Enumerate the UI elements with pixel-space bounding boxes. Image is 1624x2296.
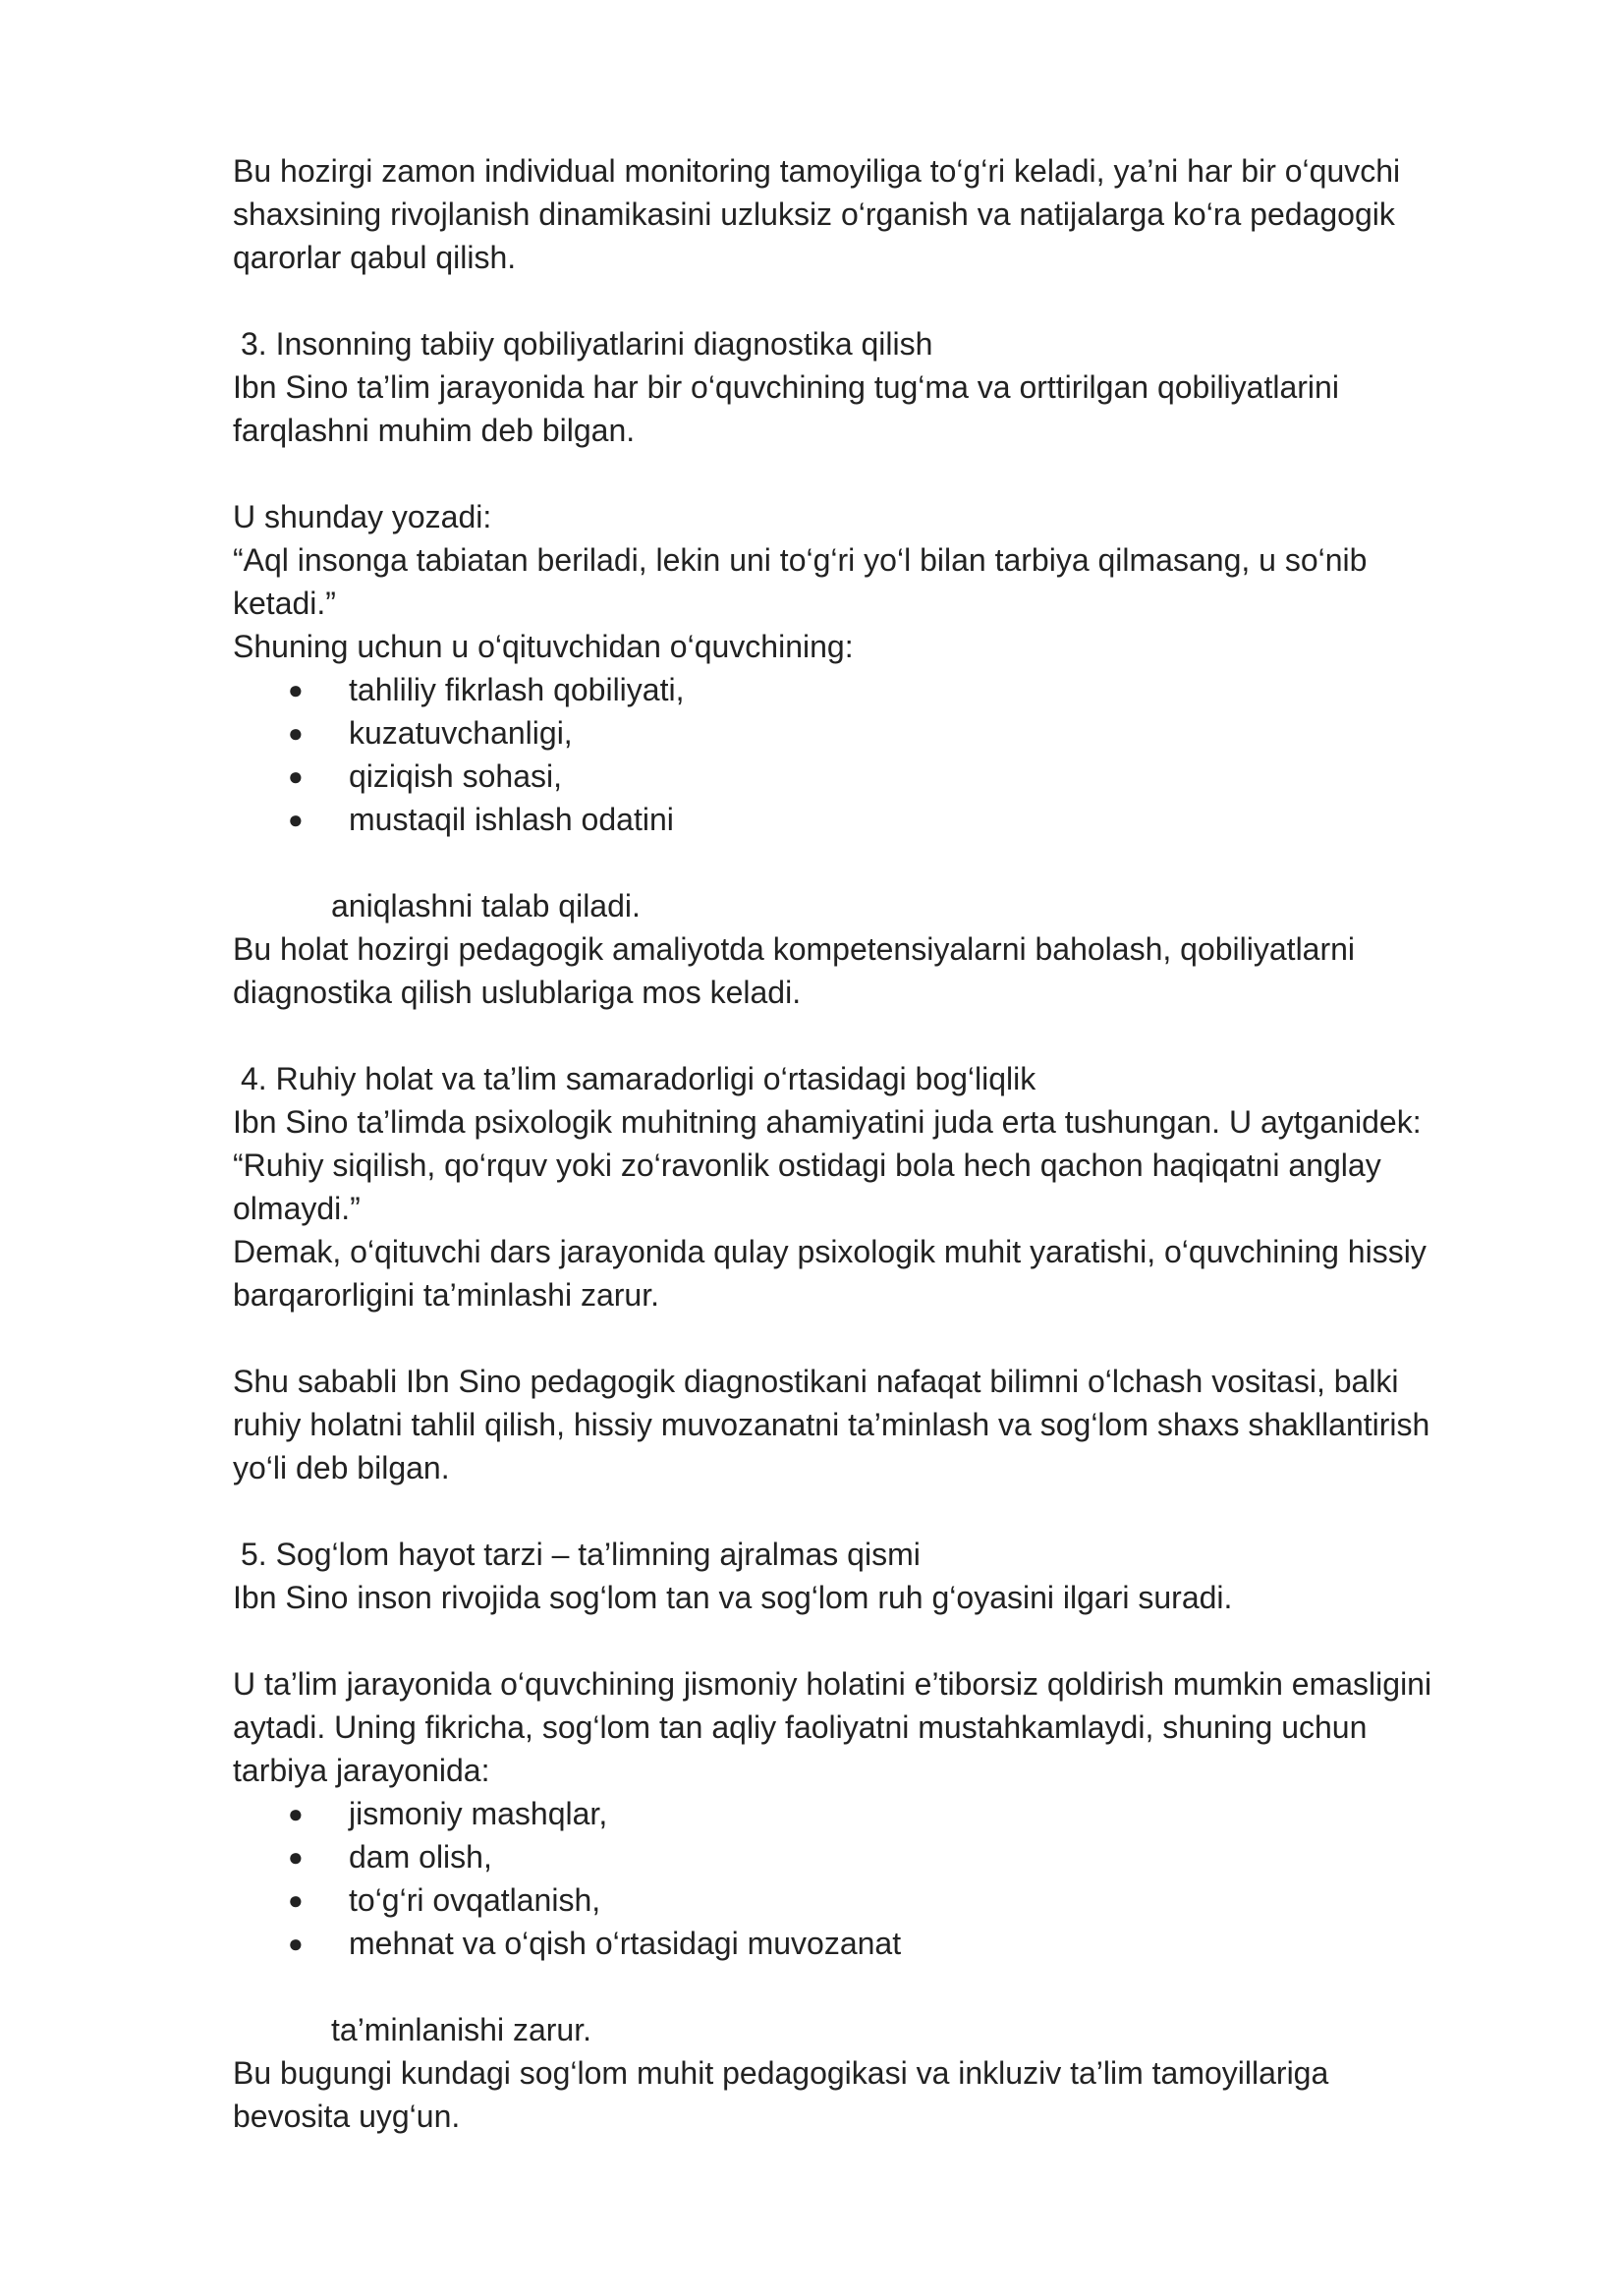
bullet-icon: ● <box>288 1842 304 1872</box>
section-3-heading: 3. Insonning tabiiy qobiliyatlarini diagnostika qilish <box>241 326 933 362</box>
spacer <box>233 279 1510 322</box>
list-item <box>233 798 1510 841</box>
text-line: Ibn Sino ta’limda psixologik muhitning ahamiyatini juda erta tushungan. U aytganidek: <box>233 1104 1422 1140</box>
section-5-paragraph-3 <box>233 2051 1510 2138</box>
list-item-text: jismoniy mashqlar, <box>349 1796 608 1831</box>
indented-continuation: ta’minlanishi zarur. <box>331 2012 591 2047</box>
list-item-text: kuzatuvchanligi, <box>349 715 573 751</box>
list-item <box>233 668 1510 711</box>
section-5-heading: 5. Sog‘lom hayot tarzi – ta’limning ajralmas qismi <box>241 1537 921 1572</box>
list-item <box>233 1792 1510 1835</box>
text-line: tarbiya jarayonida: <box>233 1753 490 1788</box>
section-4-heading: 4. Ruhiy holat va ta’lim samaradorligi o‘rtasidagi bog‘liqlik <box>241 1061 1036 1096</box>
list-item <box>233 1922 1510 1965</box>
text-line: Bu hozirgi zamon individual monitoring tamoyiliga to‘g‘ri keladi, ya’ni har bir o‘quvchi <box>233 153 1401 189</box>
text-line: Ibn Sino ta’lim jarayonida har bir o‘quvchining tug‘ma va orttirilgan qobiliyatlarini <box>233 369 1339 405</box>
bullet-icon: ● <box>288 761 304 791</box>
text-line: Bu holat hozirgi pedagogik amaliyotda kompetensiyalarni baholash, qobiliyatlarni <box>233 931 1356 967</box>
indented-continuation: aniqlashni talab qiladi. <box>331 888 641 924</box>
bullet-icon: ● <box>288 1799 304 1828</box>
text-line: olmaydi.” <box>233 1191 361 1226</box>
text-line: aytadi. Uning fikricha, sog‘lom tan aqliy faoliyatni mustahkamlaydi, shuning uchun <box>233 1709 1368 1745</box>
text-line: U ta’lim jarayonida o‘quvchining jismoniy holatini e’tiborsiz qoldirish mumkin emasligini <box>233 1666 1432 1702</box>
list-item <box>233 1835 1510 1878</box>
text-line: yo‘li deb bilgan. <box>233 1450 450 1485</box>
text-line: Ibn Sino inson rivojida sog‘lom tan va sog‘lom ruh g‘oyasini ilgari suradi. <box>233 1580 1233 1615</box>
bullet-icon: ● <box>288 805 304 834</box>
spacer <box>233 841 1510 884</box>
spacer <box>233 1316 1510 1360</box>
section-3-paragraph-3 <box>233 927 1510 1014</box>
list-item <box>233 711 1510 755</box>
list-item <box>233 1878 1510 1922</box>
text-line: Bu bugungi kundagi sog‘lom muhit pedagogikasi va inkluziv ta’lim tamoyillariga <box>233 2055 1329 2091</box>
text-line: farqlashni muhim deb bilgan. <box>233 413 636 448</box>
intro-paragraph <box>233 149 1510 279</box>
section-5-paragraph-1 <box>233 1576 1510 1619</box>
text-line: Shu sababli Ibn Sino pedagogik diagnostikani nafaqat bilimni o‘lchash vositasi, balki <box>233 1364 1399 1399</box>
list-item-text: to‘g‘ri ovqatlanish, <box>349 1882 601 1918</box>
text-line: “Ruhiy siqilish, qo‘rquv yoki zo‘ravonlik ostidagi bola hech qachon haqiqatni anglay <box>233 1148 1381 1183</box>
section-3-paragraph-1 <box>233 365 1510 452</box>
text-line: ketadi.” <box>233 586 336 621</box>
text-line: barqarorligini ta’minlashi zarur. <box>233 1277 659 1313</box>
section-5-bullet-list <box>233 1792 1510 1965</box>
section-3-paragraph-2 <box>233 495 1510 668</box>
text-line: bevosita uyg‘un. <box>233 2099 461 2134</box>
list-item-text: qiziqish sohasi, <box>349 758 562 794</box>
section-4-paragraph-2 <box>233 1360 1510 1489</box>
bullet-icon: ● <box>288 1929 304 1958</box>
bullet-icon: ● <box>288 675 304 704</box>
text-line: “Aql insonga tabiatan beriladi, lekin uni to‘g‘ri yo‘l bilan tarbiya qilmasang, u so‘nib <box>233 542 1368 578</box>
section-5-paragraph-2 <box>233 1662 1510 1792</box>
text-line: ruhiy holatni tahlil qilish, hissiy muvozanatni ta’minlash va sog‘lom shaxs shakllantirish <box>233 1407 1430 1442</box>
list-item <box>233 755 1510 798</box>
text-line: U shunday yozadi: <box>233 499 492 534</box>
text-line: Shuning uchun u o‘qituvchidan o‘quvchining: <box>233 629 854 664</box>
bullet-icon: ● <box>288 718 304 748</box>
spacer <box>233 1619 1510 1662</box>
text-line: qarorlar qabul qilish. <box>233 240 517 275</box>
text-line: Demak, o‘qituvchi dars jarayonida qulay psixologik muhit yaratishi, o‘quvchining hissiy <box>233 1234 1427 1269</box>
document-page <box>233 149 1510 2138</box>
spacer <box>233 452 1510 495</box>
bullet-icon: ● <box>288 1885 304 1915</box>
spacer <box>233 1489 1510 1533</box>
section-3-bullet-list <box>233 668 1510 841</box>
section-4-paragraph-1 <box>233 1100 1510 1316</box>
list-item-text: tahliliy fikrlash qobiliyati, <box>349 672 685 707</box>
list-item-text: mehnat va o‘qish o‘rtasidagi muvozanat <box>349 1926 902 1961</box>
spacer <box>233 1965 1510 2008</box>
spacer <box>233 1014 1510 1057</box>
text-line: diagnostika qilish uslublariga mos keladi. <box>233 975 802 1010</box>
text-line: shaxsining rivojlanish dinamikasini uzluksiz o‘rganish va natijalarga ko‘ra pedagogik <box>233 196 1395 232</box>
list-item-text: dam olish, <box>349 1839 492 1875</box>
list-item-text: mustaqil ishlash odatini <box>349 802 674 837</box>
